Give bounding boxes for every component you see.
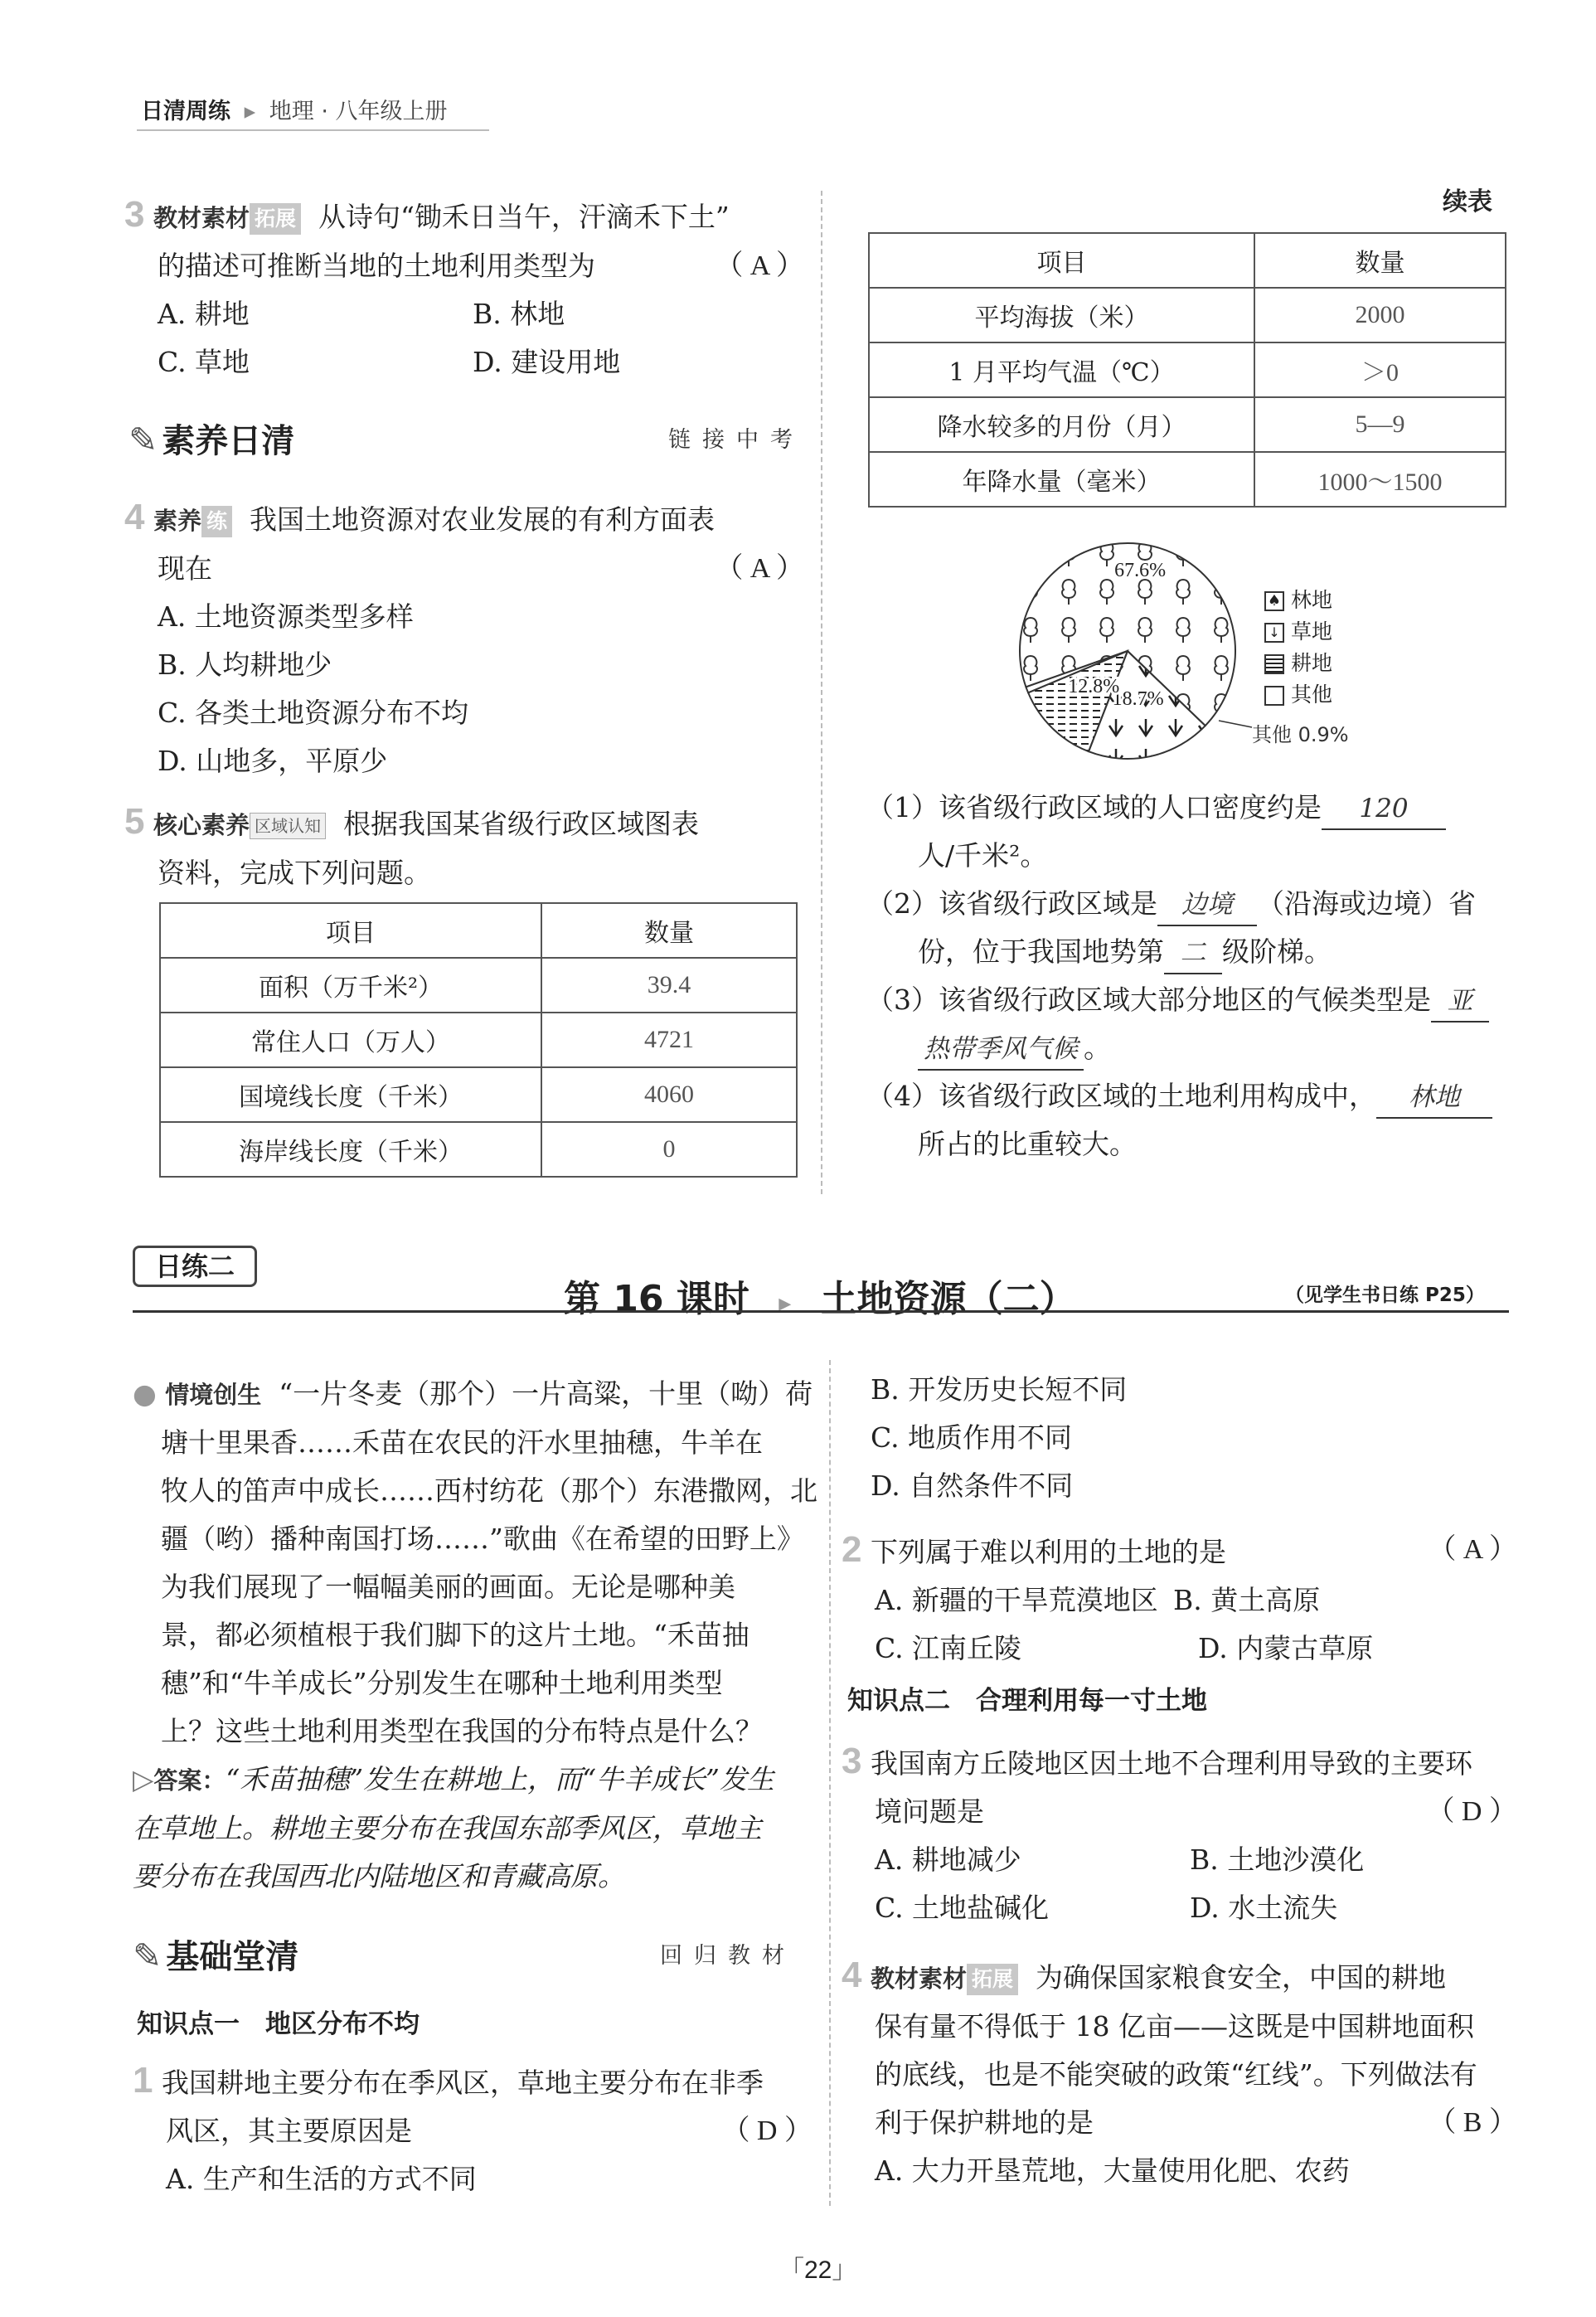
legend-forest: ♠ 林地 xyxy=(1264,585,1332,616)
data-table-1: 项目 数量 面积（万千米²） 39.4 常住人口（万人） 4721 国境线长度（千米） 4060 海岸线长度（千米） 0 xyxy=(159,902,798,1178)
legend-other: 其他 xyxy=(1264,679,1332,711)
data-table-2: 项目 数量 平均海拔（米） 2000 1 月平均气温（℃） ＞0 降水较多的月份（月） 5—9 年降水量（毫米） 1000～1500 xyxy=(868,232,1506,508)
column-divider xyxy=(821,191,822,1194)
page-header: 日清周练 ▸ 地理 · 八年级上册 xyxy=(141,99,448,124)
subject: 地理 · 八年级上册 xyxy=(269,99,448,124)
continued-label: 续表 xyxy=(1443,187,1492,216)
answer-q3-top: （ A ） xyxy=(715,250,804,281)
question-1-cont: B. 开发历史长短不同 C. 地质作用不同 D. 自然条件不同 xyxy=(871,1373,1128,1502)
bulb-icon: ● xyxy=(133,1377,157,1410)
question-3-bottom: 3 我国南方丘陵地区因土地不合理利用导致的主要环 境问题是 （ D ） A. 耕地减少 B. 土地沙漠化 C. 土地盐碱化 D. 水土流失 xyxy=(842,1741,1517,1924)
brand: 日清周练 xyxy=(141,99,230,124)
pen-icon: ✎ xyxy=(129,420,158,460)
question-4-bottom: 4 教材素材 拓展 为确保国家粮食安全，中国的耕地 保有量不得低于 18 亿亩——这既是中国耕地面积 的底线，也是不能突破的政策“红线”。下列做法有 利于保护耕地的是 （ B ） A. 大力开垦荒地，大量使用化肥、农药 xyxy=(842,1955,1517,2187)
sub-questions: （1）该省级行政区域的人口密度约是 120 人/千米²。 （2）该省级行政区域是 边境 （沿海或边境）省 份，位于我国地势第 二 级阶梯。 （3）该省级行政区域大部分地区的气候类型是 亚 热带季风气候 。 （4）该省级行政区域的土地利用构成中， 林地 所占的比重较大。 xyxy=(866,784,1521,1168)
section-suyang: ✎ 素养日清 链接中考 xyxy=(129,420,804,460)
header-rule xyxy=(137,129,489,131)
pen-icon-2: ✎ xyxy=(133,1936,163,1976)
pie-value-label: 12.8% xyxy=(1068,675,1120,697)
question-2-bottom: 2 下列属于难以利用的土地的是 （ A ） A. 新疆的干旱荒漠地区 B. 黄土高原 C. 江南丘陵 D. 内蒙古草原 xyxy=(842,1529,1517,1664)
pie-label-other: 其他 0.9% xyxy=(1252,723,1349,746)
question-5: 5 核心素养 区域认知 根据我国某省级行政区域图表 资料，完成下列问题。 xyxy=(124,801,699,889)
knowledge-point-2: 知识点二 合理利用每一寸土地 xyxy=(847,1686,1207,1716)
intro-block: ● 情境创生 “一片冬麦（那个）一片高粱，十里（呦）荷 塘十里果香……禾苗在农民的汗水里抽穗，牛羊在 牧人的笛声中成长……西村纺花（那个）东港撒网，北 疆（哟）播种南国打场……”歌曲《在希望的田野上》 为我们展现了一幅幅美丽的画面。无论是哪种美 景，都必须植根于我们脚下的这片土地。“禾苗抽 穗”和“牛羊成长”分别发生在哪种土地利用类型 上？这些土地利用类型在我国的分布特点是什么？ ▷答案：“禾苗抽穗”发生在耕地上，而“牛羊成长”发生 在草地上。耕地主要分布在我国东部季风区，草地主 要分布在我国西北内陆地区和青藏高原。 xyxy=(133,1377,817,1892)
legend-grass: ↓ 草地 xyxy=(1264,616,1332,648)
question-1-bottom: 1 我国耕地主要分布在季风区，草地主要分布在非季 风区，其主要原因是 （ D ） A. 生产和生活的方式不同 xyxy=(133,2060,813,2195)
legend-farmland: 耕地 xyxy=(1264,648,1332,679)
question-4-top: 4 素养 练 我国土地资源对农业发展的有利方面表 现在 （ A ） A. 土地资源类型多样 B. 人均耕地少 C. 各类土地资源分布不均 D. 山地多，平原少 xyxy=(124,497,804,777)
pie-legend xyxy=(1264,585,1332,711)
triangle-icon: ▷ xyxy=(133,1763,154,1795)
lesson-ref: （见学生书日练 P25） xyxy=(1285,1285,1485,1306)
pie-value-label: 18.7% xyxy=(1112,688,1164,711)
lesson-badge: 日练二 xyxy=(133,1246,257,1287)
column-divider-2 xyxy=(829,1360,831,2206)
lesson-rule xyxy=(133,1310,1509,1313)
knowledge-point-1: 知识点一 地区分布不均 xyxy=(137,2009,420,2039)
lesson-title: 第 16 课时 ▸ 土地资源（二） xyxy=(564,1278,1076,1320)
pie-value-label: 67.6% xyxy=(1114,560,1167,582)
question-3-top: 3 教材素材 拓展 从诗句“锄禾日当午，汗滴禾下土” 的描述可推断当地的土地利用类型为 （ A ） A. 耕地 B. 林地 C. 草地 D. 建设用地 xyxy=(124,194,804,378)
page-number: 「22」 xyxy=(779,2256,857,2284)
section-jichu: ✎ 基础堂清 回归教材 xyxy=(133,1936,796,1976)
